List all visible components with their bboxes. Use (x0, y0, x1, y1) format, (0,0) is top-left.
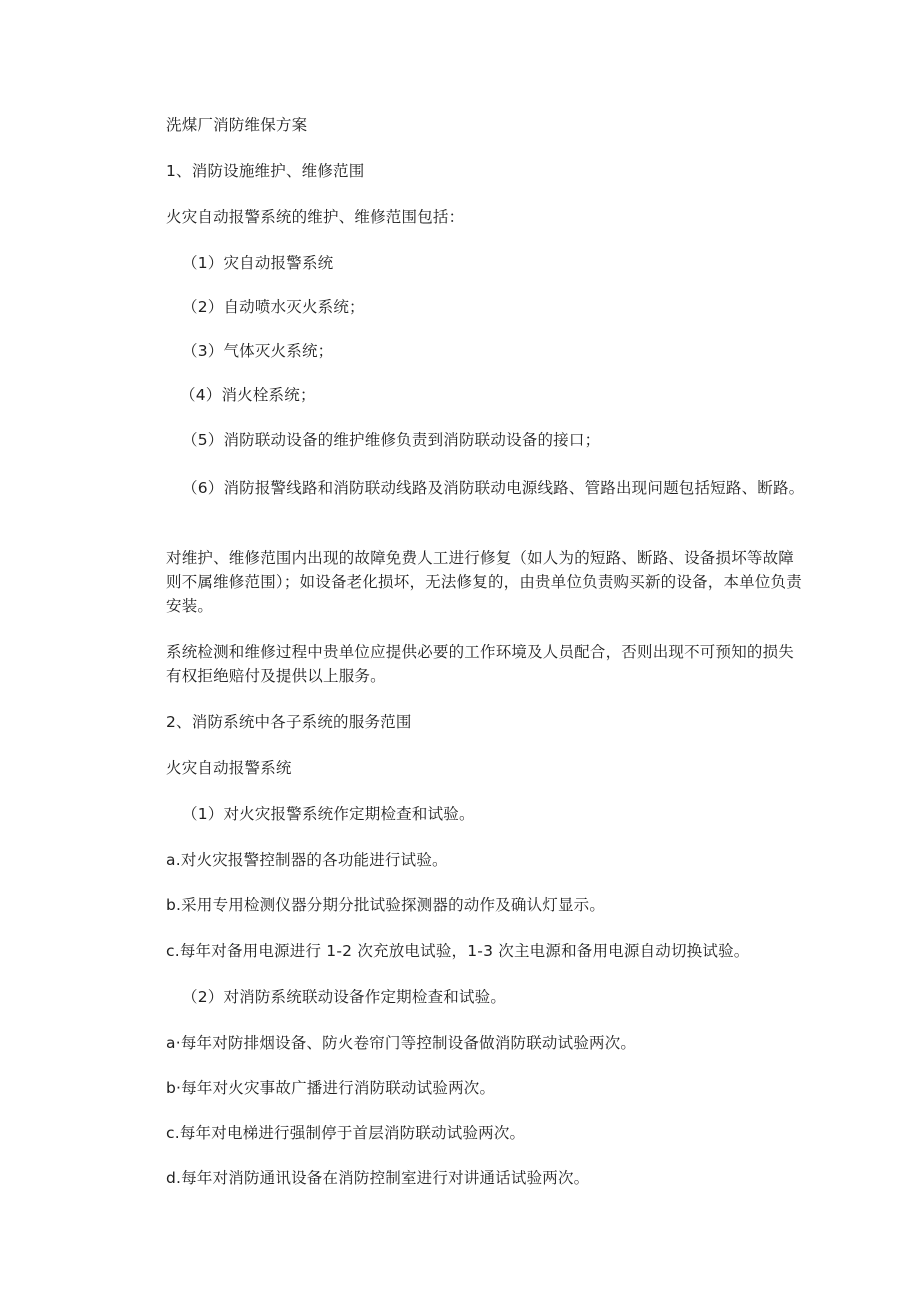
group1-title: （1）对火灾报警系统作定期检查和试验。 (182, 805, 475, 823)
list-item: b·每年对火灾事故广播进行消防联动试验两次。 (166, 1079, 496, 1097)
list-item: （3）气体灭火系统； (182, 342, 334, 360)
list-item: a·每年对防排烟设备、防火卷帘门等控制设备做消防联动试验两次。 (166, 1034, 637, 1052)
list-item: （4）消火栓系统； (180, 386, 316, 404)
section2-heading: 2、消防系统中各子系统的服务范围 (166, 713, 412, 731)
list-item: b.采用专用检测仪器分期分批试验探测器的动作及确认灯显示。 (166, 896, 606, 914)
list-item: a.对火灾报警控制器的各功能进行试验。 (166, 851, 448, 869)
list-item: c.每年对备用电源进行 1-2 次充放电试验，1-3 次主电源和备用电源自动切换试验。 (166, 942, 750, 960)
list-item: （1）灾自动报警系统 (182, 254, 334, 272)
group2-title: （2）对消防系统联动设备作定期检查和试验。 (182, 988, 507, 1006)
list-item-wrapped: （6）消防报警线路和消防联动线路及消防联动电源线路、管路出现问题包括短路、断路。 (182, 479, 805, 497)
list-item: （5）消防联动设备的维护维修负责到消防联动设备的接口； (182, 431, 601, 449)
list-item: （2）自动喷水灭火系统； (182, 298, 365, 316)
section1-intro: 火灾自动报警系统的维护、维修范围包括： (166, 208, 465, 226)
list-item: d.每年对消防通讯设备在消防控制室进行对讲通话试验两次。 (166, 1169, 590, 1187)
list-item: c.每年对电梯进行强制停于首层消防联动试验两次。 (166, 1124, 526, 1142)
paragraph-cooperation: 系统检测和维修过程中贵单位应提供必要的工作环境及人员配合，否则出现不可预知的损失有权拒绝赔付及提供以上服务。 (166, 643, 795, 685)
section1-heading: 1、消防设施维护、维修范围 (166, 162, 365, 180)
document-title: 洗煤厂消防维保方案 (166, 116, 308, 134)
section2-subheading: 火灾自动报警系统 (166, 759, 292, 777)
paragraph-repair-policy: 对维护、维修范围内出现的故障免费人工进行修复（如人为的短路、断路、设备损坏等故障则不属维修范围）；如设备老化损坏，无法修复的，由贵单位负责购买新的设备，本单位负责安装。 (166, 549, 802, 615)
